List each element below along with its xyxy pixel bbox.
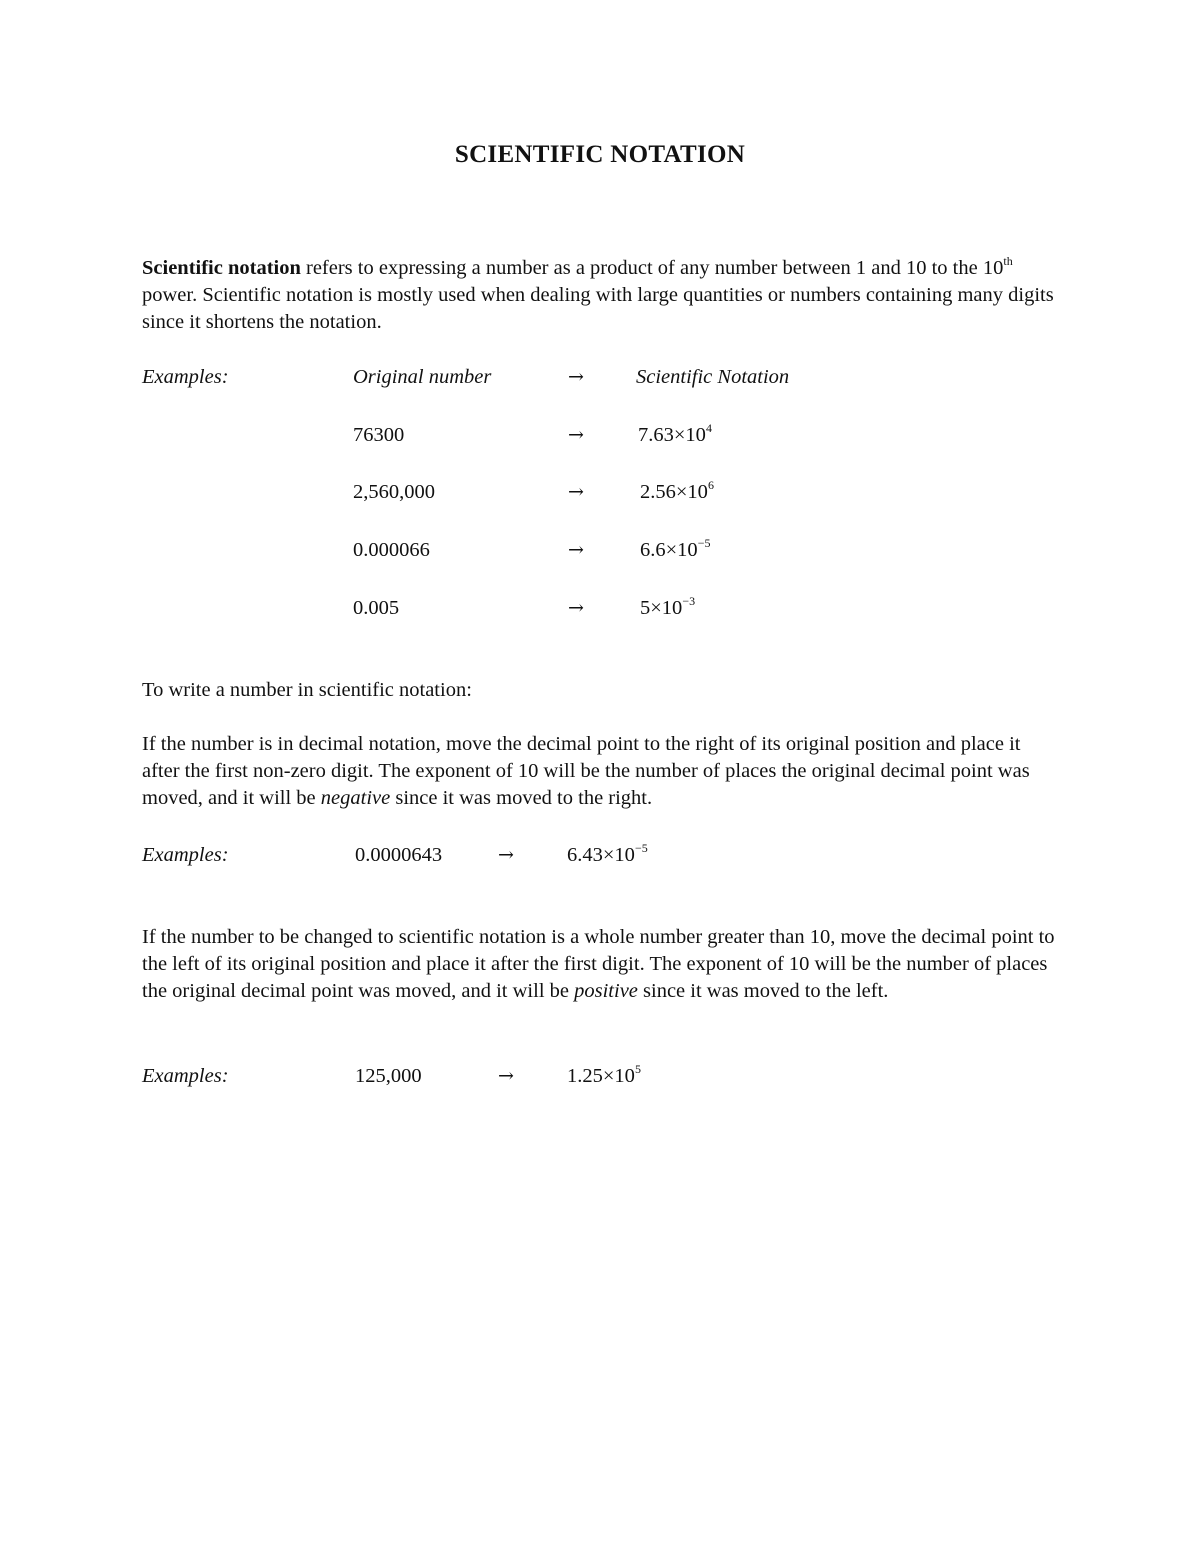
scientific-value — [640, 594, 695, 622]
intro-text-1: refers to expressing a number as a product of any number between 1 and 10 to the 10 — [300, 257, 1004, 279]
intro-paragraph — [142, 255, 1062, 336]
mantissa: 7.63×10 — [638, 424, 706, 446]
whole-rule-text-2: since it was moved to the left. — [637, 980, 889, 1002]
decimal-example-row — [0, 841, 1200, 869]
original-value: 0.000066 — [353, 539, 430, 561]
intro-text-2: power. Scientific notation is mostly used when dealing with large quantities or numbers containing many digits since it shortens the notation. — [142, 284, 1054, 333]
original-value: 2,560,000 — [353, 481, 435, 503]
decimal-rule-paragraph — [142, 731, 1062, 812]
exponent: −3 — [682, 594, 696, 608]
howto-heading: To write a number in scientific notation: — [142, 679, 472, 701]
examples-label: Examples: — [142, 366, 229, 388]
arrow-icon: → — [498, 844, 514, 866]
whole-rule-emphasis: positive — [574, 980, 638, 1002]
original-value: 0.005 — [353, 597, 400, 619]
whole-rule-text-1: If the number to be changed to scientific notation is a whole number greater than 10, move the decimal point to the left of its original position and place it after the first digit. The exponent of 10 will be the number of places the original decimal point was moved, and it will be — [142, 926, 1055, 1002]
scientific-value — [640, 478, 714, 506]
arrow-icon: → — [498, 1065, 514, 1087]
scientific-value — [638, 421, 712, 449]
original-value: 0.0000643 — [355, 844, 443, 866]
table-row — [0, 421, 1200, 449]
intro-term: Scientific notation — [142, 257, 301, 279]
whole-rule-paragraph — [142, 924, 1062, 1005]
mantissa: 6.43×10 — [567, 844, 635, 866]
examples-label: Examples: — [142, 844, 229, 866]
exponent: 5 — [634, 1062, 641, 1076]
decimal-rule-text-2: since it was moved to the right. — [390, 787, 653, 809]
mantissa: 6.6×10 — [640, 539, 698, 561]
arrow-icon: → — [568, 481, 584, 503]
mantissa: 5×10 — [640, 597, 683, 619]
exponent: 4 — [705, 421, 712, 435]
intro-superscript: th — [1003, 254, 1013, 268]
scientific-value — [567, 841, 648, 869]
arrow-icon: → — [568, 539, 584, 561]
whole-example-row — [0, 1062, 1200, 1090]
decimal-rule-emphasis: negative — [320, 787, 391, 809]
exponent: 6 — [707, 478, 714, 492]
table-header-row — [0, 363, 1200, 391]
original-value: 125,000 — [355, 1065, 422, 1087]
scientific-value — [640, 536, 710, 564]
scientific-value — [567, 1062, 641, 1090]
table-row — [0, 478, 1200, 506]
header-scientific-notation: Scientific Notation — [636, 366, 790, 388]
original-value: 76300 — [353, 424, 405, 446]
arrow-icon: → — [568, 597, 584, 619]
examples-label: Examples: — [142, 1065, 229, 1087]
exponent: −5 — [634, 841, 648, 855]
arrow-icon: → — [568, 366, 584, 388]
arrow-icon: → — [568, 424, 584, 446]
exponent: −5 — [697, 536, 711, 550]
decimal-rule-text-1: If the number is in decimal notation, move the decimal point to the right of its original position and place it after the first non-zero digit. The exponent of 10 will be the number of places the original decimal point was moved, and it will be — [142, 733, 1030, 809]
page-title: SCIENTIFIC NOTATION — [454, 141, 746, 168]
mantissa: 2.56×10 — [640, 481, 708, 503]
table-row — [0, 536, 1200, 564]
table-row — [0, 594, 1200, 622]
mantissa: 1.25×10 — [567, 1065, 635, 1087]
header-original-number: Original number — [353, 366, 492, 388]
